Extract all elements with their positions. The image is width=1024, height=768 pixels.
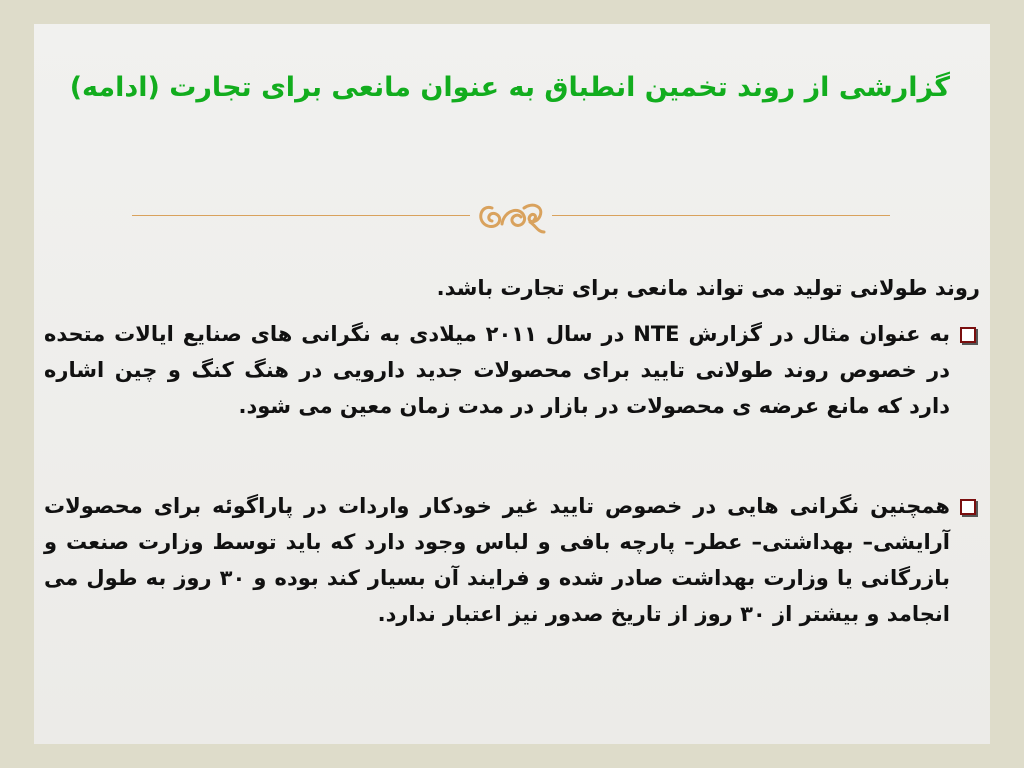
square-bullet-icon xyxy=(960,499,976,515)
intro-paragraph: روند طولانی تولید می تواند مانعی برای تجارت باشد. xyxy=(436,276,980,300)
bullet-text: به عنوان مثال در گزارش NTE در سال ۲۰۱۱ میلادی به نگرانی های صنایع ایالات متحده در خصوص روند طولانی تایید برای محصولات جدید دارویی در هنگ کنگ و چین اشاره دارد که مانع عرضه ی محصولات در بازار در مدت زمان معین می شود. xyxy=(44,322,950,418)
slide-content xyxy=(44,270,980,632)
bullet-text: همچنین نگرانی هایی در خصوص تایید غیر خودکار واردات در پاراگوئه برای محصولات آرایشی– بهداشتی– عطر– پارچه بافی و لباس وجود دارد که باید توسط وزارت صنعت و بازرگانی یا وزارت بهداشت صادر شده و فرایند آن بسیار کند بوده و ۳۰ روز به طول می انجامد و بیشتر از ۳۰ روز از تاریخ صدور نیز اعتبار ندارد. xyxy=(44,494,950,626)
bullet-item xyxy=(44,488,980,632)
decorative-scroll-icon xyxy=(474,198,548,236)
slide-title: گزارشی از روند تخمین انطباق به عنوان مانعی برای تجارت (ادامه) xyxy=(69,72,950,103)
bullet-item xyxy=(44,316,980,424)
slide xyxy=(34,24,990,744)
divider-line-left xyxy=(132,215,470,216)
title-divider xyxy=(132,196,890,236)
divider-line-right xyxy=(552,215,890,216)
square-bullet-icon xyxy=(960,327,976,343)
